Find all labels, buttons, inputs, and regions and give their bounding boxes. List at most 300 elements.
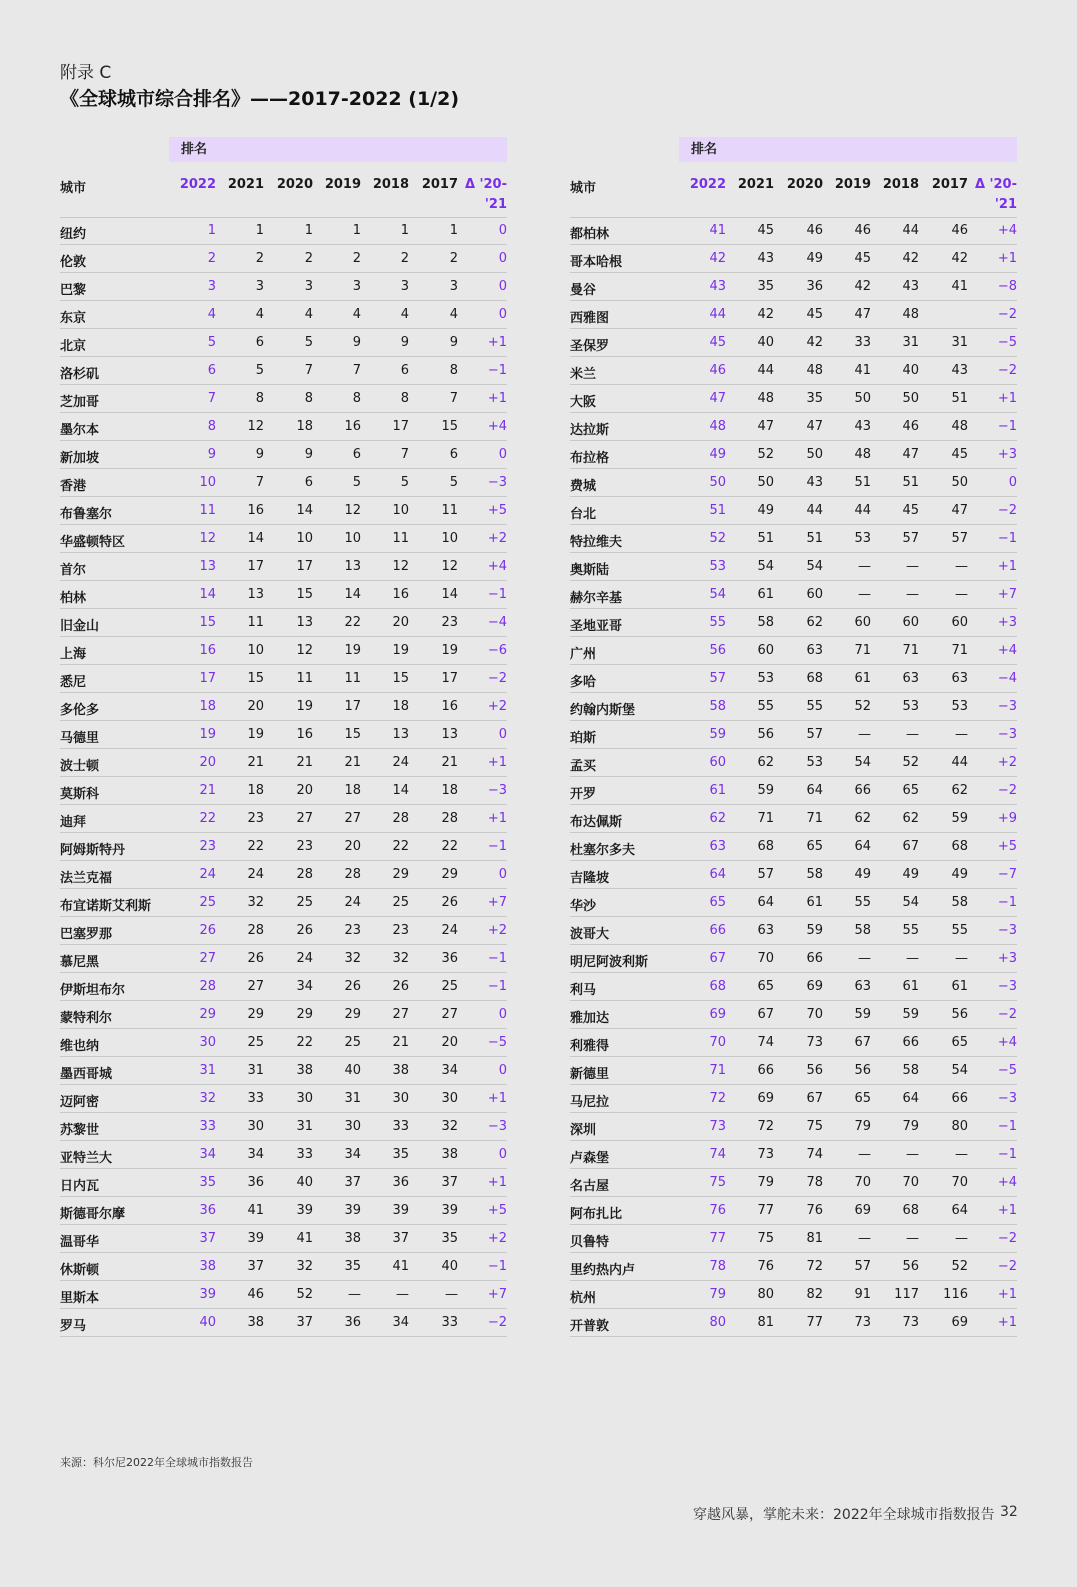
rank-2018: 15	[392, 671, 409, 686]
table-row	[570, 1113, 1017, 1141]
rank-2022: 41	[709, 223, 726, 238]
rank-2017: 55	[951, 923, 968, 938]
rank-delta: +9	[997, 811, 1017, 826]
rank-2022: 44	[709, 307, 726, 322]
rank-2020: 24	[296, 951, 313, 966]
rank-2022: 11	[199, 503, 216, 518]
rank-delta: 0	[498, 251, 507, 266]
rank-delta: +2	[487, 699, 507, 714]
rank-2022: 14	[199, 587, 216, 602]
rank-2017: 71	[951, 643, 968, 658]
rank-2019: 34	[344, 1147, 361, 1162]
rank-delta: −2	[997, 1231, 1017, 1246]
table-row	[570, 525, 1017, 553]
rank-2019: 14	[344, 587, 361, 602]
rank-2017: 69	[951, 1315, 968, 1330]
rank-2019: 36	[344, 1315, 361, 1330]
rank-delta: 0	[498, 1007, 507, 1022]
table-row	[60, 1141, 507, 1169]
rank-2017: 24	[441, 923, 458, 938]
rank-2021: 58	[757, 615, 774, 630]
rank-2019: 50	[854, 391, 871, 406]
city-name: 特拉维夫	[570, 535, 623, 550]
rank-2021: 66	[757, 1063, 774, 1078]
rank-2018: 58	[902, 1063, 919, 1078]
rank-2022: 52	[709, 531, 726, 546]
rank-2022: 73	[709, 1119, 726, 1134]
rank-2020: 12	[296, 643, 313, 658]
rank-2021: 26	[247, 951, 264, 966]
rank-2021: 57	[757, 867, 774, 882]
table-row	[60, 1225, 507, 1253]
rank-2019: 64	[854, 839, 871, 854]
city-name: 慕尼黑	[60, 955, 100, 970]
rank-delta: −7	[997, 867, 1017, 882]
rank-2020: 23	[296, 839, 313, 854]
rank-delta: −1	[997, 895, 1017, 910]
table-row	[60, 497, 507, 525]
rank-2021: 9	[255, 447, 264, 462]
rank-2018: 70	[902, 1175, 919, 1190]
city-name: 奥斯陆	[570, 563, 610, 578]
rank-2019: 45	[854, 251, 871, 266]
rank-2022: 61	[709, 783, 726, 798]
city-name: 巴黎	[60, 283, 87, 298]
city-name: 法兰克福	[60, 871, 113, 886]
city-name: 布拉格	[570, 451, 610, 466]
rank-2019: 26	[344, 979, 361, 994]
rank-2017: 19	[441, 643, 458, 658]
rank-2017: 53	[951, 699, 968, 714]
rank-delta: −1	[997, 1147, 1017, 1162]
rank-2020: 15	[296, 587, 313, 602]
table-row	[570, 665, 1017, 693]
rank-2018: —	[906, 1147, 919, 1162]
rank-2021: 25	[247, 1035, 264, 1050]
table-row	[570, 945, 1017, 973]
table-row	[570, 693, 1017, 721]
rank-2020: 53	[806, 755, 823, 770]
city-name: 阿姆斯特丹	[60, 843, 126, 858]
city-name: 布达佩斯	[570, 815, 623, 830]
rank-2018: 30	[392, 1091, 409, 1106]
rank-2020: 37	[296, 1315, 313, 1330]
rank-2018: 53	[902, 699, 919, 714]
rank-2017: 39	[441, 1203, 458, 1218]
rank-2017: 51	[951, 391, 968, 406]
rank-2021: 48	[757, 391, 774, 406]
rank-2022: 58	[709, 699, 726, 714]
rank-2020: 73	[806, 1035, 823, 1050]
rank-delta: 0	[498, 307, 507, 322]
rank-2021: 49	[757, 503, 774, 518]
rank-2020: 60	[806, 587, 823, 602]
rank-2020: 63	[806, 643, 823, 658]
rank-2020: 49	[806, 251, 823, 266]
rank-2022: 3	[207, 279, 216, 294]
rank-2022: 75	[709, 1175, 726, 1190]
rank-2018: 49	[902, 867, 919, 882]
rank-2018: —	[906, 559, 919, 574]
rank-2021: 70	[757, 951, 774, 966]
rank-2020: 58	[806, 867, 823, 882]
rank-2019: 32	[344, 951, 361, 966]
rank-2021: 54	[757, 559, 774, 574]
rank-2020: 54	[806, 559, 823, 574]
table-row	[60, 917, 507, 945]
city-name: 罗马	[60, 1319, 87, 1334]
rank-2019: 54	[854, 755, 871, 770]
rank-delta: −3	[487, 1119, 507, 1134]
rank-delta: +1	[487, 1175, 507, 1190]
rank-2018: 25	[392, 895, 409, 910]
city-name: 开罗	[570, 787, 597, 802]
table-row	[60, 665, 507, 693]
rank-2022: 30	[199, 1035, 216, 1050]
rank-2018: 33	[392, 1119, 409, 1134]
year-header-2021: 2021	[227, 177, 264, 192]
rank-2022: 25	[199, 895, 216, 910]
rank-2019: 2	[352, 251, 361, 266]
rank-2020: 74	[806, 1147, 823, 1162]
rank-2021: 14	[247, 531, 264, 546]
rank-2017: 17	[441, 671, 458, 686]
rank-delta: −5	[997, 335, 1017, 350]
rank-2022: 55	[709, 615, 726, 630]
rank-2021: 52	[757, 447, 774, 462]
rank-2020: 11	[296, 671, 313, 686]
city-name: 伊斯坦布尔	[60, 983, 126, 998]
rank-2019: 17	[344, 699, 361, 714]
rank-2019: 30	[344, 1119, 361, 1134]
rank-2018: 73	[902, 1315, 919, 1330]
rank-2019: 31	[344, 1091, 361, 1106]
rank-2022: 70	[709, 1035, 726, 1050]
rank-2020: 16	[296, 727, 313, 742]
rank-2018: 43	[902, 279, 919, 294]
rank-delta: +4	[487, 559, 507, 574]
rank-2021: 30	[247, 1119, 264, 1134]
rank-2022: 64	[709, 867, 726, 882]
rank-2018: 11	[392, 531, 409, 546]
city-name: 圣保罗	[570, 339, 610, 354]
table-row	[570, 1197, 1017, 1225]
rank-2022: 49	[709, 447, 726, 462]
table-row	[60, 553, 507, 581]
rank-2018: 47	[902, 447, 919, 462]
rank-2022: 37	[199, 1231, 216, 1246]
rank-2022: 53	[709, 559, 726, 574]
rank-2022: 23	[199, 839, 216, 854]
city-name: 开普敦	[570, 1319, 610, 1334]
rank-2020: 75	[806, 1119, 823, 1134]
rank-2020: 70	[806, 1007, 823, 1022]
rank-2020: 82	[806, 1287, 823, 1302]
rank-delta: −1	[487, 587, 507, 602]
rank-delta: −8	[997, 279, 1017, 294]
rank-delta: −2	[997, 1007, 1017, 1022]
rank-2017: 48	[951, 419, 968, 434]
rank-2020: 78	[806, 1175, 823, 1190]
table-row	[60, 1113, 507, 1141]
rank-2017: 65	[951, 1035, 968, 1050]
rank-2021: 24	[247, 867, 264, 882]
table-row	[60, 945, 507, 973]
rank-2018: 63	[902, 671, 919, 686]
table-row	[60, 889, 507, 917]
city-name: 利马	[570, 983, 597, 998]
rank-2018: —	[906, 951, 919, 966]
rank-2022: 27	[199, 951, 216, 966]
rank-2018: 14	[392, 783, 409, 798]
rank-2019: 8	[352, 391, 361, 406]
rank-2020: 6	[304, 475, 313, 490]
rank-delta: +1	[997, 559, 1017, 574]
rank-2019: 39	[344, 1203, 361, 1218]
page-title: 《全球城市综合排名》——2017-2022 (1/2)	[60, 88, 460, 110]
table-header	[60, 177, 507, 218]
rank-2022: 54	[709, 587, 726, 602]
rank-2017: 8	[449, 363, 458, 378]
rank-delta: +5	[997, 839, 1017, 854]
rank-2021: 50	[757, 475, 774, 490]
table-row	[570, 413, 1017, 441]
table-row	[570, 329, 1017, 357]
table-body	[570, 217, 1017, 1337]
rank-2020: 38	[296, 1063, 313, 1078]
table-row	[570, 1169, 1017, 1197]
rank-2018: 6	[400, 363, 409, 378]
rank-2019: 61	[854, 671, 871, 686]
rank-2020: 5	[304, 335, 313, 350]
rank-2022: 45	[709, 335, 726, 350]
rank-delta: +1	[487, 335, 507, 350]
rank-2020: 71	[806, 811, 823, 826]
rank-2018: 10	[392, 503, 409, 518]
rank-2019: —	[858, 587, 871, 602]
rank-2021: 77	[757, 1203, 774, 1218]
rank-delta: −3	[997, 923, 1017, 938]
year-header-2021: 2021	[737, 177, 774, 192]
rank-2022: 36	[199, 1203, 216, 1218]
rank-2018: 17	[392, 419, 409, 434]
rank-2018: 64	[902, 1091, 919, 1106]
rank-2019: 43	[854, 419, 871, 434]
city-name: 里斯本	[60, 1291, 100, 1306]
city-name: 洛杉矶	[60, 367, 100, 382]
city-name: 都柏林	[570, 227, 610, 242]
rank-2020: 13	[296, 615, 313, 630]
year-header-2017: 2017	[421, 177, 458, 192]
rank-2018: 79	[902, 1119, 919, 1134]
rank-delta: 0	[498, 727, 507, 742]
city-name: 首尔	[60, 563, 87, 578]
rank-2017: 25	[441, 979, 458, 994]
rank-2017: 21	[441, 755, 458, 770]
rank-2018: 71	[902, 643, 919, 658]
rank-2018: 3	[400, 279, 409, 294]
rank-2020: 30	[296, 1091, 313, 1106]
rank-2018: 12	[392, 559, 409, 574]
rank-2019: 62	[854, 811, 871, 826]
rank-2017: 12	[441, 559, 458, 574]
rank-2021: 79	[757, 1175, 774, 1190]
rank-2022: 15	[199, 615, 216, 630]
rank-delta: +1	[487, 1091, 507, 1106]
rank-2018: 56	[902, 1259, 919, 1274]
table-row	[570, 861, 1017, 889]
rank-2018: 67	[902, 839, 919, 854]
table-row	[60, 1085, 507, 1113]
city-name: 伦敦	[60, 255, 87, 270]
rank-2020: 21	[296, 755, 313, 770]
rank-2019: —	[858, 559, 871, 574]
rank-2019: 60	[854, 615, 871, 630]
rank-delta: +1	[997, 1315, 1017, 1330]
city-name: 明尼阿波利斯	[570, 955, 649, 970]
rank-2019: 63	[854, 979, 871, 994]
city-name: 悉尼	[60, 675, 87, 690]
rank-2018: 48	[902, 307, 919, 322]
table-row	[570, 385, 1017, 413]
rank-2022: 66	[709, 923, 726, 938]
rank-2017: 116	[943, 1287, 968, 1302]
table-row	[60, 385, 507, 413]
rank-2018: 37	[392, 1231, 409, 1246]
rank-delta: −3	[997, 727, 1017, 742]
rank-2017: 52	[951, 1259, 968, 1274]
table-row	[60, 749, 507, 777]
rank-2020: 65	[806, 839, 823, 854]
rank-2022: 74	[709, 1147, 726, 1162]
rank-delta: −1	[487, 1259, 507, 1274]
rank-2017: 44	[951, 755, 968, 770]
table-row	[60, 1281, 507, 1309]
rank-2019: 13	[344, 559, 361, 574]
rank-2021: 81	[757, 1315, 774, 1330]
rank-2022: 35	[199, 1175, 216, 1190]
rank-2020: 1	[304, 223, 313, 238]
rank-2019: 55	[854, 895, 871, 910]
table-row	[60, 1309, 507, 1337]
rank-2018: 34	[392, 1315, 409, 1330]
city-name: 马尼拉	[570, 1095, 610, 1110]
rank-delta: +3	[997, 447, 1017, 462]
table-row	[60, 861, 507, 889]
rank-2022: 31	[199, 1063, 216, 1078]
city-name: 香港	[60, 479, 87, 494]
city-name: 卢森堡	[570, 1151, 610, 1166]
rank-2022: 26	[199, 923, 216, 938]
table-row	[570, 469, 1017, 497]
city-name: 华沙	[570, 899, 597, 914]
rank-2021: 15	[247, 671, 264, 686]
rank-2022: 17	[199, 671, 216, 686]
rank-delta: +4	[487, 419, 507, 434]
rank-2017: 32	[441, 1119, 458, 1134]
rank-delta: −1	[487, 363, 507, 378]
rank-2018: 41	[392, 1259, 409, 1274]
rank-2017: 18	[441, 783, 458, 798]
rank-2022: 40	[199, 1315, 216, 1330]
table-header	[570, 177, 1017, 218]
rank-2017: —	[445, 1287, 458, 1302]
table-row	[60, 1253, 507, 1281]
rank-delta: −1	[997, 419, 1017, 434]
rank-2020: 10	[296, 531, 313, 546]
rank-2018: 35	[392, 1147, 409, 1162]
year-header-2022: 2022	[689, 177, 726, 192]
rank-2017: —	[955, 727, 968, 742]
rank-2020: 66	[806, 951, 823, 966]
rank-delta: 0	[1008, 475, 1017, 490]
rank-2018: 28	[392, 811, 409, 826]
table-row	[60, 245, 507, 273]
page-number: 32	[1000, 1504, 1018, 1520]
rank-2019: 1	[352, 223, 361, 238]
table-row	[60, 581, 507, 609]
rank-2022: 32	[199, 1091, 216, 1106]
rank-2020: 43	[806, 475, 823, 490]
rank-delta: 0	[498, 279, 507, 294]
rank-2020: 14	[296, 503, 313, 518]
rank-2017: 3	[449, 279, 458, 294]
table-row	[570, 637, 1017, 665]
rank-2017: 61	[951, 979, 968, 994]
rank-2017: 26	[441, 895, 458, 910]
city-name: 台北	[570, 507, 597, 522]
rank-2020: 76	[806, 1203, 823, 1218]
rank-2019: 52	[854, 699, 871, 714]
rank-2021: 27	[247, 979, 264, 994]
rank-2017: 63	[951, 671, 968, 686]
rank-2020: 29	[296, 1007, 313, 1022]
city-name: 维也纳	[60, 1039, 100, 1054]
rank-2017: 47	[951, 503, 968, 518]
rank-2017: 23	[441, 615, 458, 630]
rank-2022: 39	[199, 1287, 216, 1302]
rank-2020: 72	[806, 1259, 823, 1274]
rank-2022: 59	[709, 727, 726, 742]
rank-2022: 6	[207, 363, 216, 378]
rank-delta: −3	[997, 979, 1017, 994]
rank-2021: 17	[247, 559, 264, 574]
rank-2019: 9	[352, 335, 361, 350]
rank-2018: 65	[902, 783, 919, 798]
rank-delta: +7	[487, 1287, 507, 1302]
city-name: 大阪	[570, 395, 597, 410]
rank-2020: 57	[806, 727, 823, 742]
year-header-2019: 2019	[834, 177, 871, 192]
footer-title: 穿越风暴，掌舵未来：2022年全球城市指数报告	[693, 1507, 995, 1523]
city-name: 巴塞罗那	[60, 927, 113, 942]
rank-2021: 62	[757, 755, 774, 770]
rank-2017: 35	[441, 1231, 458, 1246]
rank-2022: 7	[207, 391, 216, 406]
rank-2018: 29	[392, 867, 409, 882]
rank-2022: 9	[207, 447, 216, 462]
table-row	[60, 833, 507, 861]
rank-2019: 33	[854, 335, 871, 350]
rank-2017: 68	[951, 839, 968, 854]
rank-2022: 24	[199, 867, 216, 882]
table-row	[570, 273, 1017, 301]
rank-2020: 64	[806, 783, 823, 798]
rank-2021: 67	[757, 1007, 774, 1022]
rank-2022: 76	[709, 1203, 726, 1218]
table-row	[570, 777, 1017, 805]
rank-2017: 37	[441, 1175, 458, 1190]
